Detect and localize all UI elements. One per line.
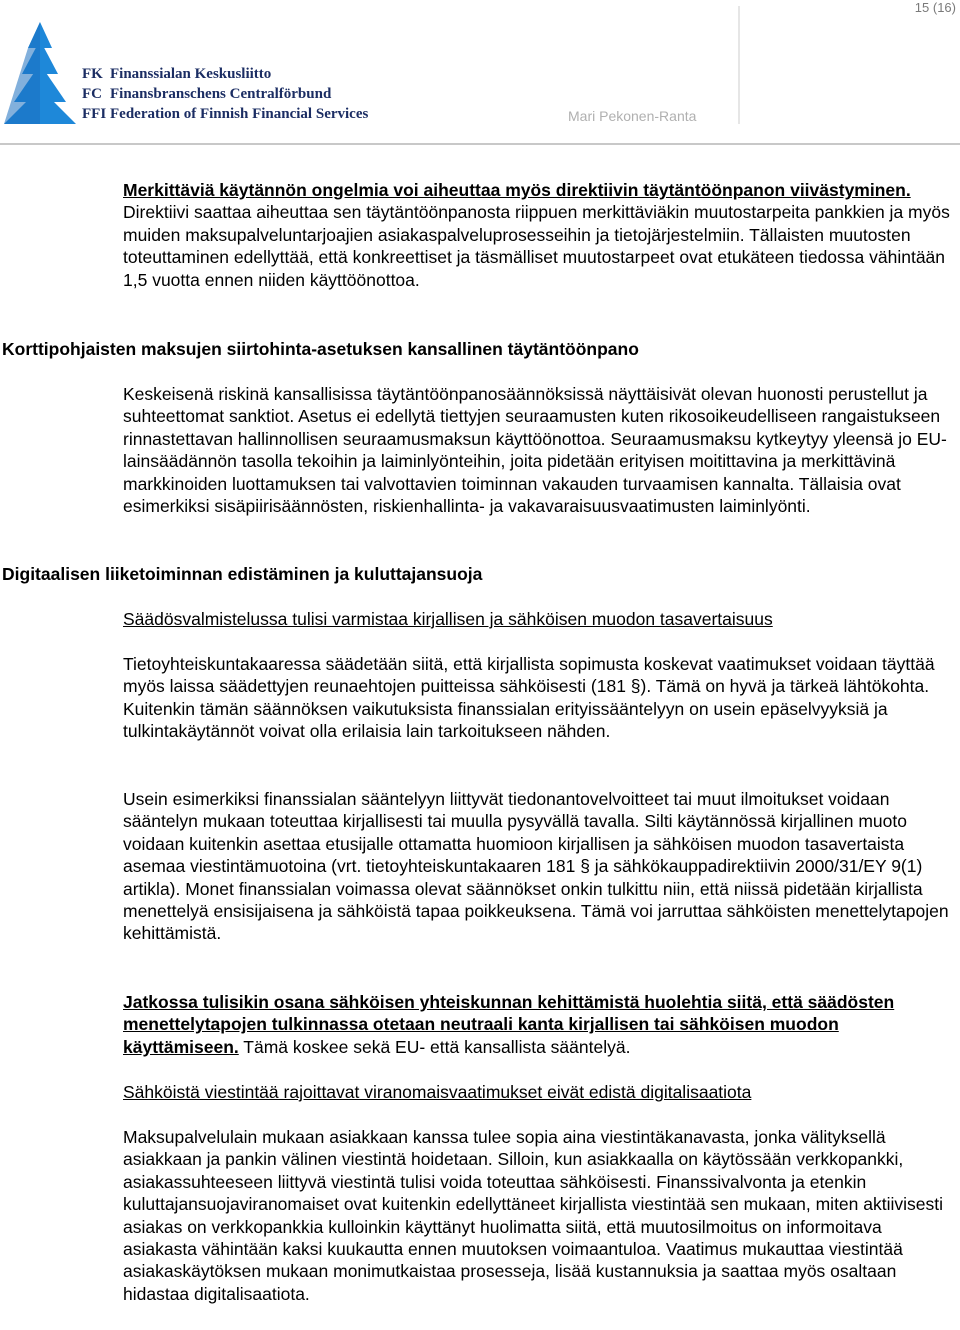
emphasis-lead: Merkittäviä käytännön ongelmia voi aiheuttaa myös direktiivin täytäntöönpanon viivästyminen. xyxy=(123,180,911,200)
header-divider xyxy=(0,143,960,145)
logo-abbr: FFI xyxy=(82,106,107,122)
author-name: Mari Pekonen-Ranta xyxy=(568,108,697,124)
logo-line-fc xyxy=(82,86,368,106)
subheading-written-electronic-equality: Säädösvalmistelussa tulisi varmistaa kirjallisen ja sähköisen muodon tasavertaisuus xyxy=(123,609,773,629)
header-divider-vertical xyxy=(738,6,740,124)
logo-abbr: FC xyxy=(82,86,102,102)
logo-name: Federation of Finnish Financial Services xyxy=(110,106,369,122)
paragraph-text: Direktiivi saattaa aiheuttaa sen täytäntöönpanosta riippuen merkittäviäkin muutostarpeita pankkien ja myös muiden maksupalveluntarjoajien asiakaspalveluprosesseihin ja tietojärjestelmiin. Tällaisten muutosten toteuttaminen edellyttää, että konkreettiset ja täsmälliset muutostarpeet ovat etukäteen tiedossa vähintään 1,5 vuotta ennen niiden käyttöönottoa. xyxy=(123,202,950,290)
section-heading-digital-business: Digitaalisen liiketoiminnan edistäminen ja kuluttajansuoja xyxy=(2,564,483,584)
organization-logo xyxy=(0,18,400,130)
subheading-authority-requirements: Sähköistä viestintää rajoittavat viranomaisvaatimukset eivät edistä digitalisaatiota xyxy=(123,1082,752,1102)
section-heading-card-payments: Korttipohjaisten maksujen siirtohinta-asetuksen kansallinen täytäntöönpano xyxy=(2,339,639,359)
paragraph-implementation-delay xyxy=(123,179,953,291)
logo-abbr: FK xyxy=(82,66,103,82)
emphasis-recommendation: Jatkossa tulisikin osana sähköisen yhteiskunnan kehittämistä huolehtia siitä, että säädösten menettelytapojen tulkinnassa otetaan neutraali kanta kirjallisen tai sähköisen muodon käyttämiseen. xyxy=(123,992,895,1057)
logo-wordmark xyxy=(82,66,368,126)
paragraph-info-society-code: Tietoyhteiskuntakaaressa säädetään siitä, että kirjallista sopimusta koskevat vaatimukset voidaan täyttää myös laissa säädettyjen reunaehtojen puitteissa sähköisesti (181 §). Tämä on hyvä ja tärkeä lähtökohta. Kuitenkin tämän säännöksen vaikutuksista finanssialan erityissääntelyyn on usein epäselvyyksiä ja tulkintakäytännöt voivat olla erilaisia lain tarkoitukseen nähden. xyxy=(123,654,935,742)
paragraph-text: Tämä koskee sekä EU- että kansallista sääntelyä. xyxy=(238,1036,631,1057)
logo-name: Finanssialan Keskusliitto xyxy=(110,66,272,82)
paragraph-sanctions: Keskeisenä riskinä kansallisissa täytäntöönpanosäännöksissä näyttäisivät olevan huonosti perustellut ja suhteettomat sanktiot. Asetus ei edellytä tiettyjen seuraamusten kuten rikosoikeudelliseen rangaistukseen rinnastettavan hallinnollisen seuraamusmaksun käyttöönottoa. Seuraamusmaksu kytkeytyy yleensä jo EU-lainsäädännön tasolla tekoihin ja laiminlyönteihin, joita pidetään erityisen moitittavina ja merkittävinä markkinoiden luottamuksen tai valvottavien toiminnan vakauden turvaamisen kannalta. Tällaisia ovat esimerkiksi sisäpiirisäännösten, riskienhallinta- ja vakavaraisuusvaatimusten laiminlyönti. xyxy=(123,384,947,517)
paragraph-payment-services-act: Maksupalvelulain mukaan asiakkaan kanssa tulee sopia aina viestintäkanavasta, jonka välityksellä asiakkaan ja pankin välinen viestintä hoidetaan. Silloin, kun asiakkaalla on käytössään verkkopankki, asiakassuhteeseen liittyvä viestintä tulisi voida toteuttaa sähköisesti. Finanssivalvonta ja etenkin kuluttajansuojaviranomaiset ovat kuitenkin edellyttäneet kirjallista viestintää sen mukaan, miten aktiivisesti asiakas on verkkopankkia kulloinkin käyttänyt huolimatta siitä, että muutosilmoitus on informoitava asiakasta vähintään kaksi kuukautta ennen muutoksen voimaantuloa. Vaatimus mukauttaa viestintää asiakaskäytöksen mukaan monimutkaistaa prosesseja, lisää kustannuksia ja saattaa myös osaltaan hidastaa digitalisaatiota. xyxy=(123,1127,943,1304)
page-number: 15 (16) xyxy=(914,0,956,15)
paragraph-neutral-interpretation xyxy=(123,991,953,1058)
paragraph-disclosure-obligations: Usein esimerkiksi finanssialan sääntelyyn liittyvät tiedonantovelvoitteet tai muut ilmoitukset voidaan sääntelyn mukaan toteuttaa kirjallisesti tai muulla pysyvällä tavalla. Silti käytännössä kirjallinen muoto voidaan kuitenkin asettaa etusijalle ottamatta huomioon kirjallisen ja sähköisen muodon tasavertaista asemaa viestintämuotoina (vrt. tietoyhteiskuntakaaren 181 § ja sähkökauppadirektiivin 2000/31/EY 9(1) artikla). Monet finanssialan voimassa olevat säännökset onkin tulkittu niin, että niissä pidetään kirjallista menettelyä ensisijaisena ja sähköistä tapaa poikkeuksena. Tämä voi jarruttaa sähköisten menettelytapojen kehittämistä. xyxy=(123,789,949,944)
logo-name: Finansbranschens Centralförbund xyxy=(110,86,332,102)
logo-line-ffi xyxy=(82,106,368,126)
logo-line-fk xyxy=(82,66,368,86)
logo-tree-icon xyxy=(0,18,80,130)
